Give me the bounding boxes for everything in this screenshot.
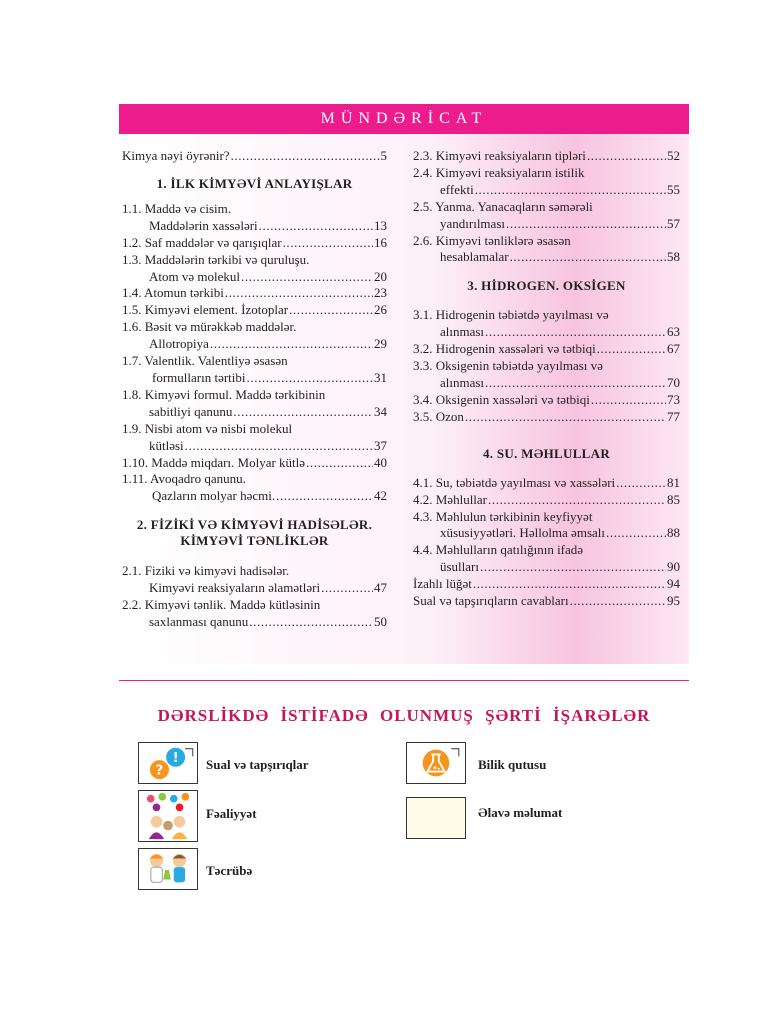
- chapter-3-title: 3. HİDROGEN. OKSİGEN: [467, 278, 626, 294]
- toc-entry: 1.10. Maddə miqdarı. Molyar kütlə ..... 40: [122, 455, 387, 472]
- toc-entry: 1.1. Maddə və cisim. Maddələrin xassələri ..... 13: [122, 201, 387, 235]
- toc-entry: Kimya nəyi öyrənir? ..... 5: [122, 148, 387, 165]
- chapter-4-title: 4. SU. MƏHLULLAR: [482, 445, 611, 461]
- extra-info-box: [406, 797, 466, 839]
- toc-entry: Sual və tapşırıqların cavabları ..... 95: [413, 593, 680, 610]
- chapter-2-title: 2. FİZİKİ VƏ KİMYƏVİ HADİSƏLƏR. KİMYƏVİ TƏNLİKLƏR: [136, 517, 373, 549]
- toc-entry: 3.5. Ozon ..... 77: [413, 409, 680, 426]
- toc-entry: 3.4. Oksigenin xassələri və tətbiqi ..... 73: [413, 392, 680, 409]
- legend-title: DƏRSLİKDƏ İSTİFADƏ OLUNMUŞ ŞƏRTİ İŞARƏLƏR: [157, 706, 651, 725]
- toc-entry: 2.4. Kimyəvi reaksiyaların istilik effekti ..... 55: [413, 165, 680, 199]
- toc-entry: 2.2. Kimyəvi tənlik. Maddə kütləsinin saxlanması qanunu ..... 50: [122, 597, 387, 631]
- toc-entry: 1.7. Valentlik. Valentliyə əsasən formulların tərtibi ..... 31: [122, 353, 387, 387]
- toc-entry: 3.3. Oksigenin təbiətdə yayılması və alınması ..... 70: [413, 358, 680, 392]
- toc-entry: 1.3. Maddələrin tərkibi və quruluşu. Atom və molekul ..... 20: [122, 252, 387, 286]
- legend-label-experiment: Təcrübə: [206, 863, 253, 878]
- toc-entry: 4.4. Məhlulların qatılığının ifadə üsulları ..... 90: [413, 542, 680, 576]
- chapter-1-title: 1. İLK KİMYƏVİ ANLAYIŞLAR: [156, 175, 353, 191]
- svg-text:?: ?: [155, 763, 164, 779]
- toc-entry: 4.3. Məhlulun tərkibinin keyfiyyət xüsusiyyətləri. Həllolma əmsalı ..... 88: [413, 509, 680, 543]
- toc-entry: 1.11. Avoqadro qanunu. Qazların molyar həcmi. ..... 42: [122, 471, 387, 505]
- activity-icon: [138, 790, 198, 842]
- legend-label-knowledge-box: Bilik qutusu: [478, 757, 547, 772]
- toc-entry: 3.1. Hidrogenin təbiətdə yayılması və alınması ..... 63: [413, 307, 680, 341]
- toc-entry: 1.6. Bəsit və mürəkkəb maddələr. Allotropiya ..... 29: [122, 319, 387, 353]
- legend-label-extra-info: Əlavə məlumat: [478, 805, 563, 820]
- toc-entry: 4.2. Məhlullar ..... 85: [413, 492, 680, 509]
- toc-entry: 2.1. Fiziki və kimyəvi hadisələr. Kimyəvi reaksiyaların əlamətləri ..... 47: [122, 563, 387, 597]
- toc-entry: İzahlı lüğət ..... 94: [413, 576, 680, 593]
- toc-entry: 2.3. Kimyəvi reaksiyaların tipləri ..... 52: [413, 148, 680, 165]
- section-divider: [119, 680, 689, 681]
- legend-label-questions: Sual və tapşırıqlar: [206, 757, 309, 772]
- page-title: MÜNDƏRİCAT: [119, 104, 689, 134]
- experiment-icon: [138, 848, 198, 890]
- toc-entry: 3.2. Hidrogenin xassələri və tətbiqi ..... 67: [413, 341, 680, 358]
- knowledge-box-icon: [406, 742, 466, 784]
- toc-right-column: [413, 148, 680, 610]
- toc-entry: 2.5. Yanma. Yanacaqların səmərəli yandırılması ..... 57: [413, 199, 680, 233]
- toc-entry: 2.6. Kimyəvi tənliklərə əsasən hesablamalar ..... 58: [413, 233, 680, 267]
- toc-entry: 1.2. Saf maddələr və qarışıqlar ..... 16: [122, 235, 387, 252]
- toc-entry: 1.9. Nisbi atom və nisbi molekul kütləsi ..... 37: [122, 421, 387, 455]
- question-icon: [138, 742, 198, 784]
- table-of-contents: [119, 134, 689, 664]
- toc-entry: 4.1. Su, təbiətdə yayılması və xassələri ..... 81: [413, 475, 680, 492]
- toc-entry: 1.8. Kimyəvi formul. Maddə tərkibinin sabitliyi qanunu ..... 34: [122, 387, 387, 421]
- svg-text:!: !: [172, 751, 179, 767]
- toc-left-column: [122, 148, 387, 631]
- legend-label-activity: Fəaliyyət: [206, 806, 257, 821]
- toc-entry: 1.4. Atomun tərkibi ..... 23: [122, 285, 387, 302]
- toc-entry: 1.5. Kimyəvi element. İzotoplar ..... 26: [122, 302, 387, 319]
